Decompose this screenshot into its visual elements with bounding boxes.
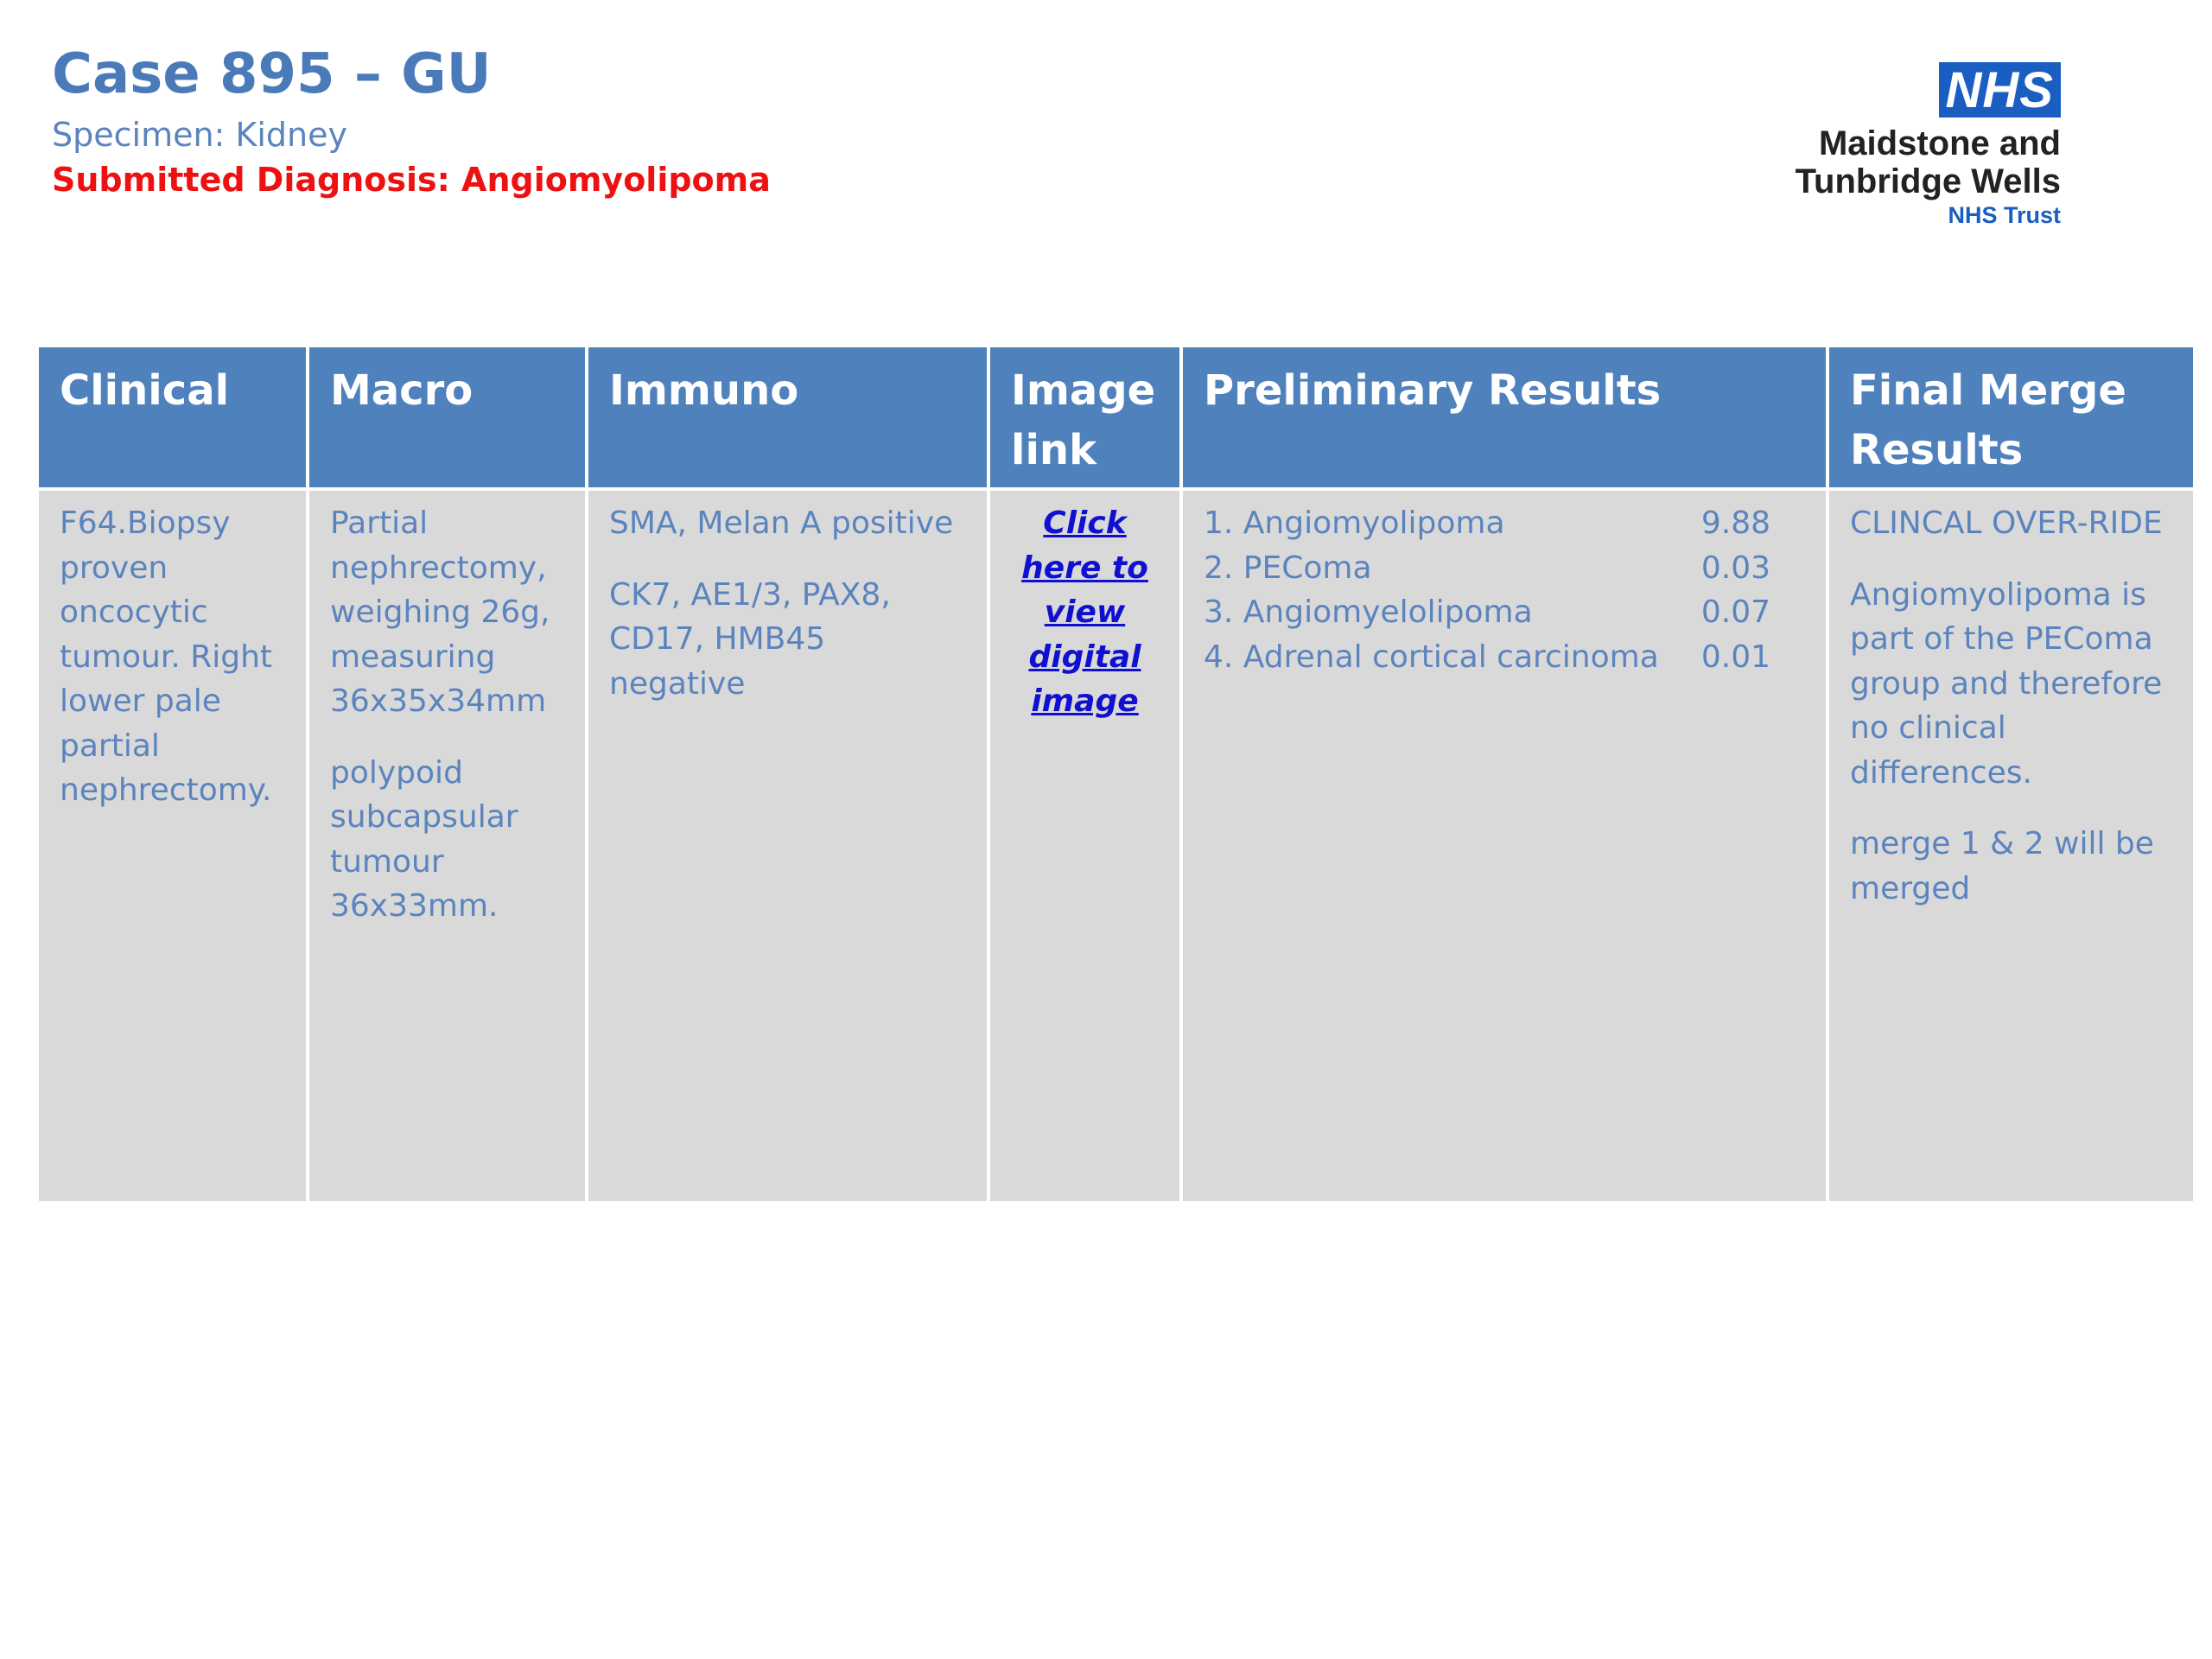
- list-item: [1204, 501, 1805, 546]
- nhs-badge: NHS: [1939, 62, 2061, 118]
- result-score: 0.01: [1700, 639, 1770, 675]
- trust-name-line3: NHS Trust: [1948, 202, 2061, 228]
- trust-name-line2: Tunbridge Wells: [1795, 162, 2061, 200]
- result-score: 9.88: [1700, 505, 1770, 541]
- result-score: 0.03: [1700, 550, 1770, 586]
- nhs-trust-logo: [1750, 62, 2061, 231]
- merge-note: merge 1 & 2 will be merged: [1850, 826, 2154, 906]
- clinical-override-label: CLINCAL OVER-RIDE: [1850, 505, 2163, 541]
- result-label: 4. Adrenal cortical carcinoma: [1204, 639, 1659, 675]
- header-clinical: Clinical: [37, 346, 308, 489]
- result-label: 2. PEComa: [1204, 550, 1372, 586]
- image-link-cell: [988, 489, 1181, 1203]
- clinical-cell: [37, 489, 308, 1203]
- header-immuno: Immuno: [587, 346, 988, 489]
- final-explanation: Angiomyolipoma is part of the PEComa group and therefore no clinical differences.: [1850, 576, 2163, 791]
- trust-name-line1: Maidstone and: [1818, 124, 2061, 162]
- list-item: [1204, 546, 1805, 591]
- final-merge-cell: [1827, 489, 2195, 1203]
- immuno-negative: CK7, AE1/3, PAX8, CD17, HMB45 negative: [609, 576, 891, 702]
- header-preliminary-results: Preliminary Results: [1181, 346, 1827, 489]
- macro-description: Partial nephrectomy, weighing 26g, measuring 36x35x34mm: [330, 505, 550, 719]
- table-row: [37, 489, 2195, 1203]
- immuno-positive: SMA, Melan A positive: [609, 505, 954, 541]
- list-item: [1204, 635, 1805, 680]
- header-image-link: Image link: [988, 346, 1181, 489]
- case-title: Case 895 – GU: [52, 42, 492, 106]
- result-label: 3. Angiomyelolipoma: [1204, 594, 1533, 630]
- result-label: 1. Angiomyolipoma: [1204, 505, 1505, 541]
- specimen-label: Specimen: Kidney: [52, 116, 347, 154]
- list-item: [1204, 590, 1805, 635]
- digital-image-link[interactable]: Click here to view digital image: [1021, 505, 1148, 719]
- case-table: [35, 344, 2196, 1205]
- header-macro: Macro: [308, 346, 587, 489]
- immuno-cell: [587, 489, 988, 1203]
- header-final-merge-results: Final Merge Results: [1827, 346, 2195, 489]
- clinical-text: F64.Biopsy proven oncocytic tumour. Right lower pale partial nephrectomy.: [60, 505, 273, 808]
- result-score: 0.07: [1700, 594, 1770, 630]
- table-header-row: [37, 346, 2195, 489]
- macro-cell: [308, 489, 587, 1203]
- macro-tumour-description: polypoid subcapsular tumour 36x33mm.: [330, 754, 518, 924]
- submitted-diagnosis: Submitted Diagnosis: Angiomyolipoma: [52, 161, 771, 199]
- preliminary-results-cell: [1181, 489, 1827, 1203]
